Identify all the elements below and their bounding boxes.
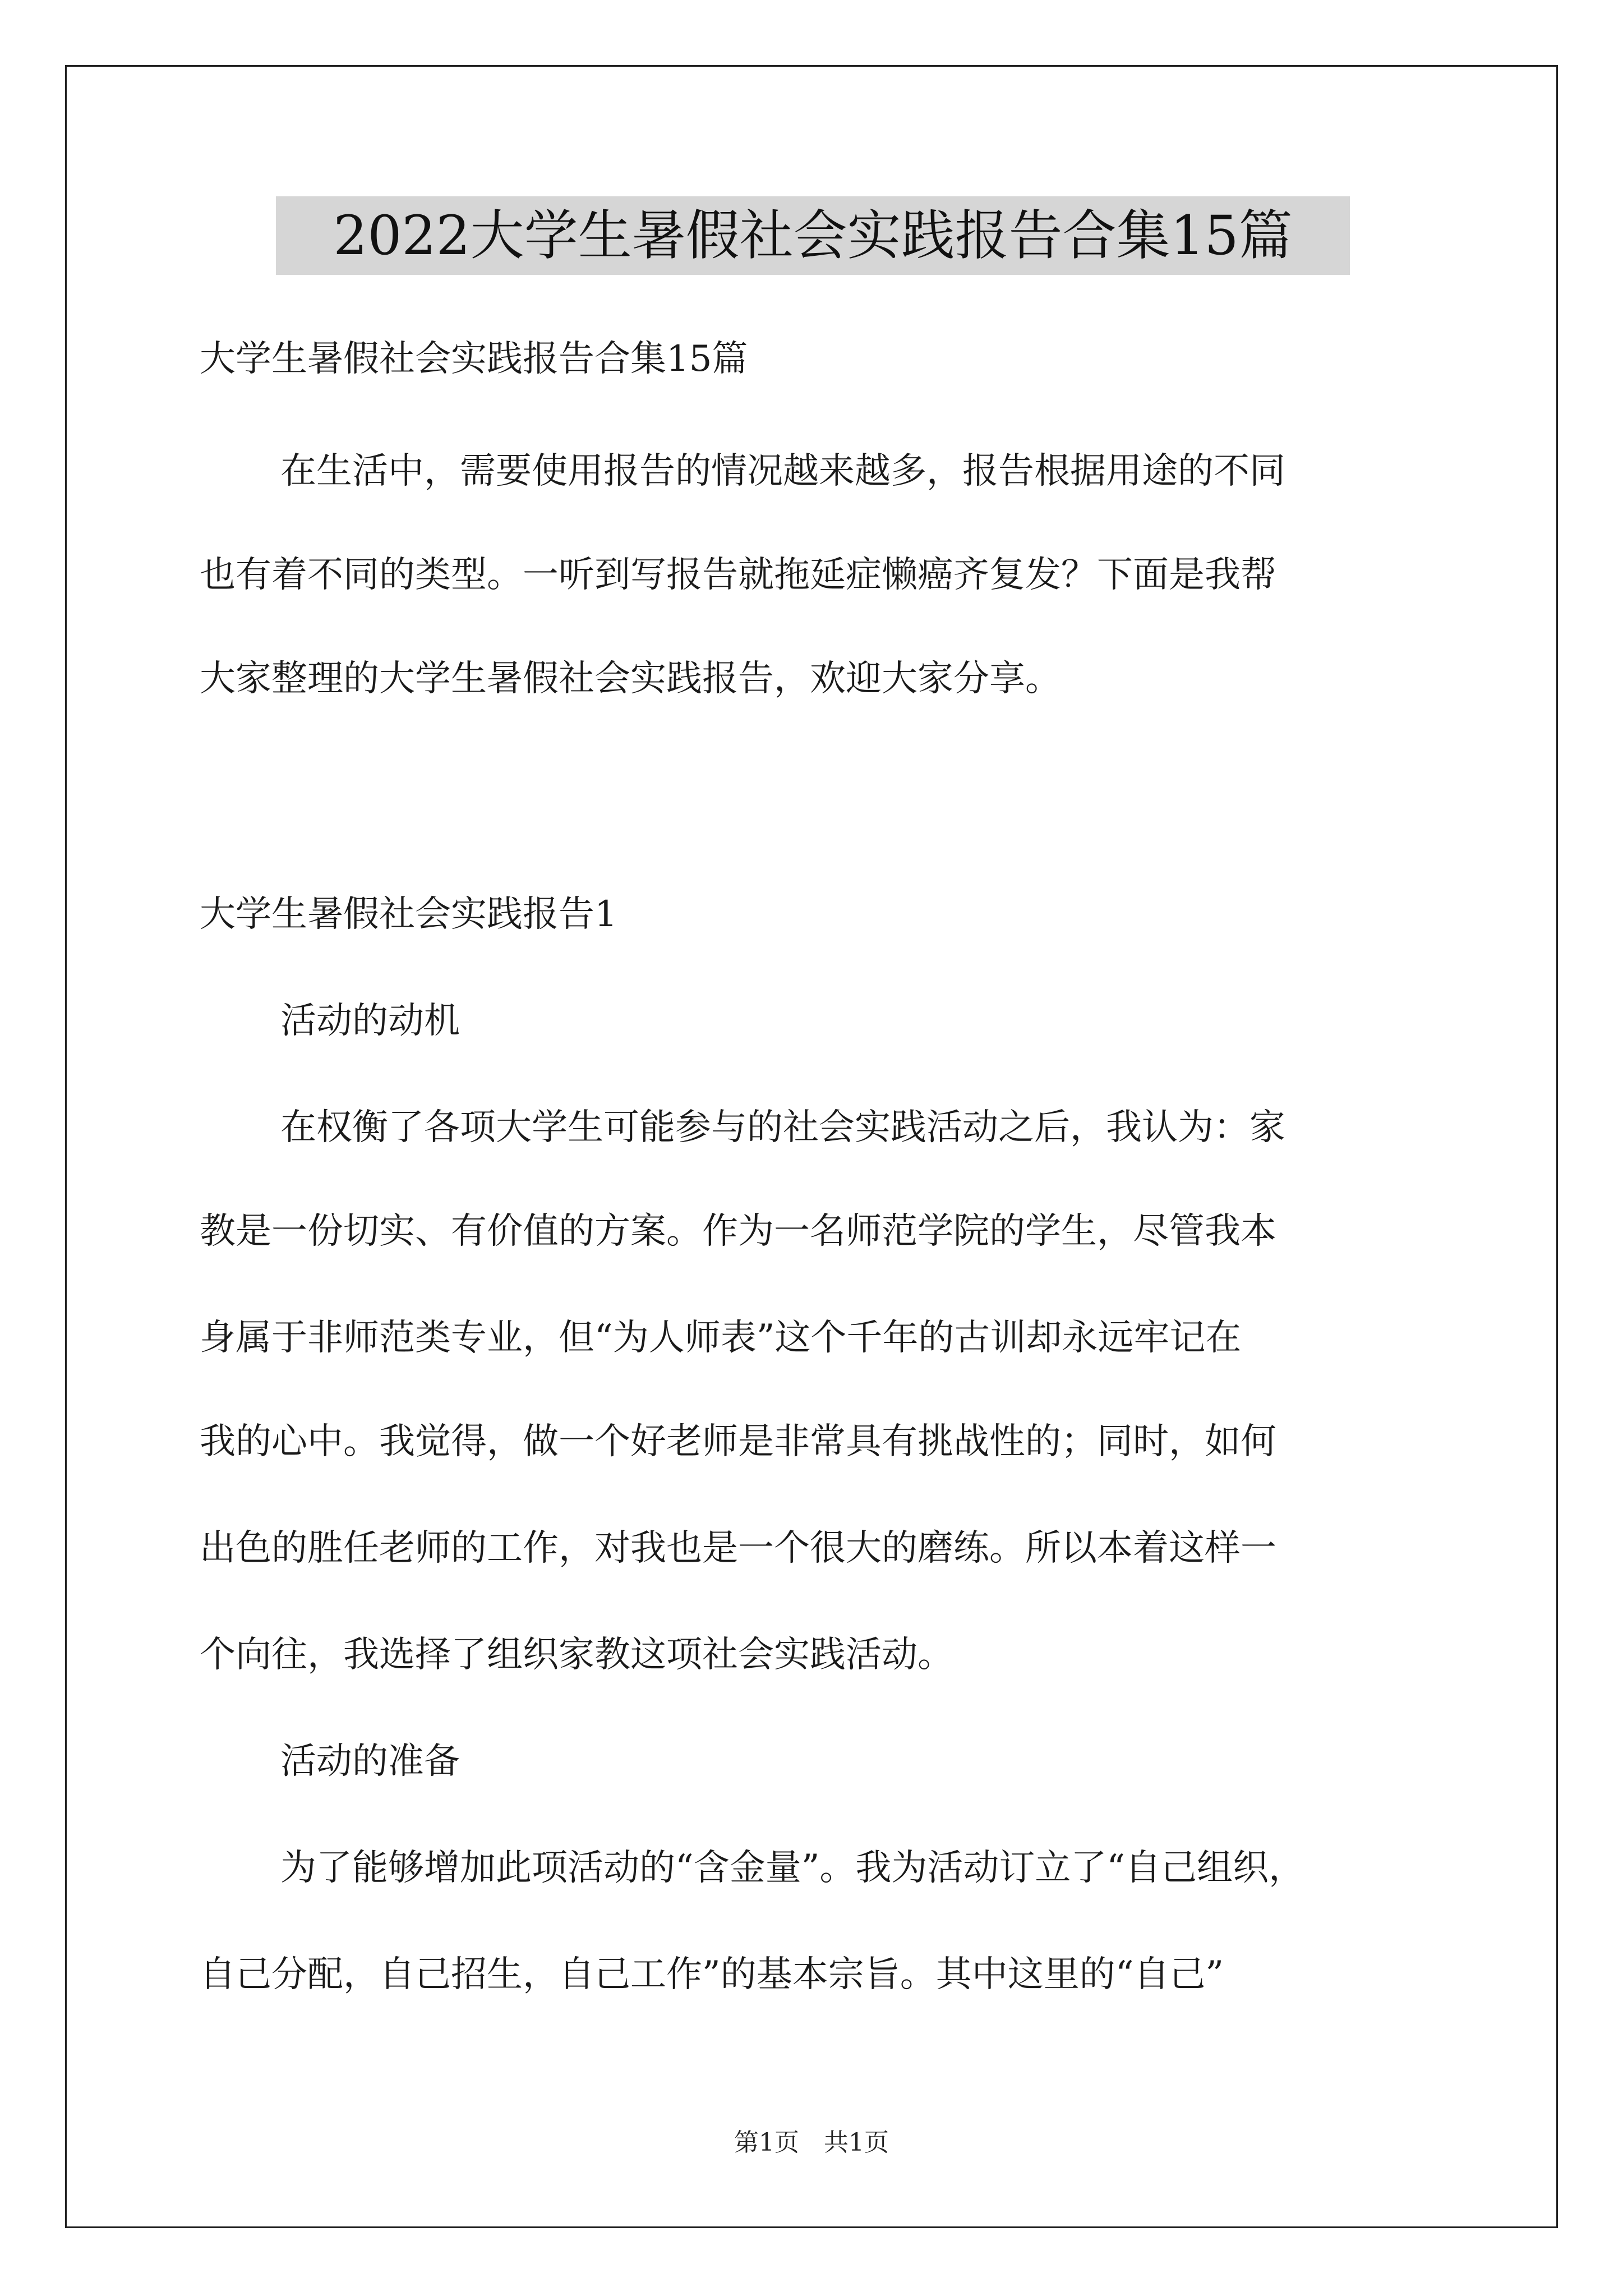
document-title: 2022大学生暑假社会实践报告合集15篇 [276,196,1350,275]
paragraph-line: 身属于非师范类专业，但“为人师表”这个千年的古训却永远牢记在 [200,1317,1242,1359]
paragraph-line: 大家整理的大学生暑假社会实践报告，欢迎大家分享。 [200,658,1061,700]
paragraph-line: 为了能够增加此项活动的“含金量”。我为活动订立了“自己组织， [280,1847,1305,1889]
paragraph-line: 也有着不同的类型。一听到写报告就拖延症懒癌齐复发？下面是我帮 [200,554,1276,596]
paragraph-line: 教是一份切实、有价值的方案。作为一名师范学院的学生，尽管我本 [200,1211,1276,1252]
subsection-heading: 活动的动机 [280,1000,460,1042]
paragraph-line: 在生活中，需要使用报告的情况越来越多，报告根据用途的不同 [280,450,1285,492]
paragraph-line: 自己分配，自己招生，自己工作”的基本宗旨。其中这里的“自己” [200,1954,1224,1995]
paragraph-line: 我的心中。我觉得，做一个好老师是非常具有挑战性的；同时，如何 [200,1421,1276,1462]
page-number: 第1页 共1页 [734,2128,889,2157]
subtitle-line: 大学生暑假社会实践报告合集15篇 [200,338,748,380]
subsection-heading: 活动的准备 [280,1741,460,1782]
paragraph-line: 在权衡了各项大学生可能参与的社会实践活动之后，我认为：家 [280,1107,1285,1148]
paragraph-line: 个向往，我选择了组织家教这项社会实践活动。 [200,1634,953,1676]
section-heading: 大学生暑假社会实践报告1 [200,894,617,935]
paragraph-line: 出色的胜任老师的工作，对我也是一个很大的磨练。所以本着这样一 [200,1527,1276,1569]
